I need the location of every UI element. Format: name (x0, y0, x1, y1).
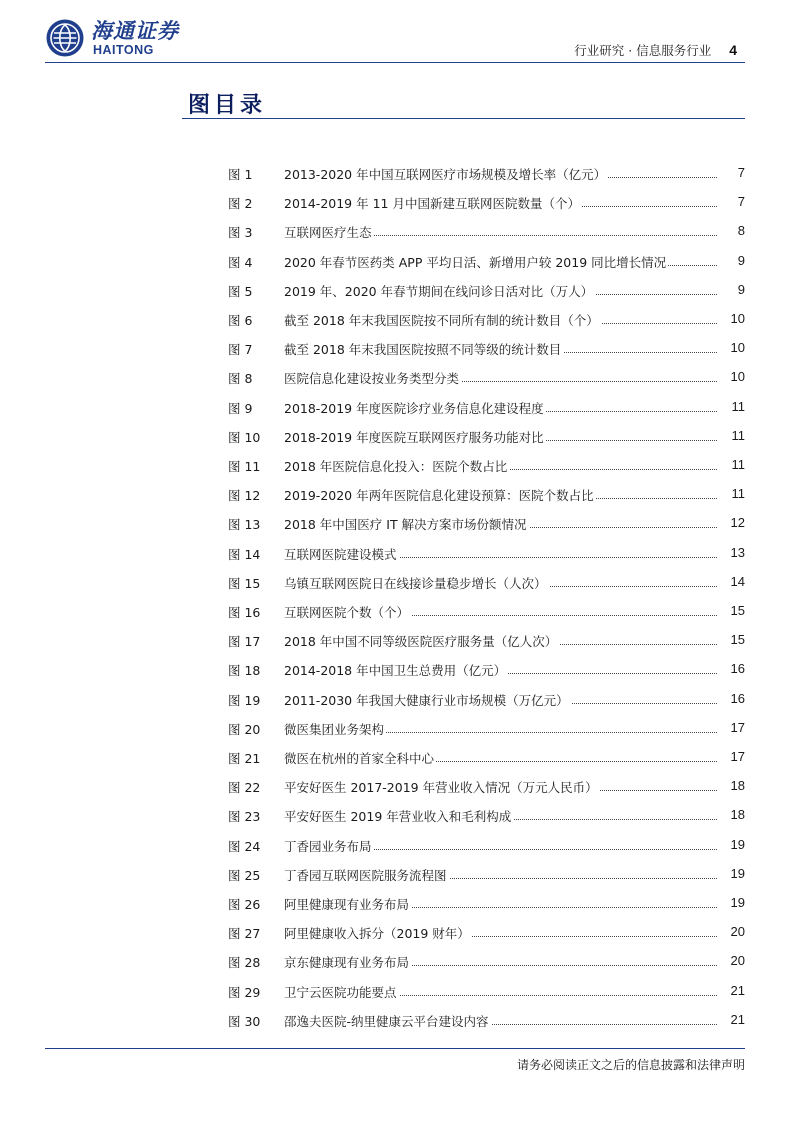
toc-entry[interactable] (228, 829, 745, 858)
toc-entry[interactable] (228, 887, 745, 916)
toc-entry-number: 图 5 (228, 283, 253, 299)
toc-entry-number: 图 14 (228, 546, 261, 562)
toc-entry-number: 图 25 (228, 867, 261, 883)
toc-entry-title: 微医集团业务架构 (284, 721, 385, 737)
toc-entry[interactable] (228, 391, 745, 420)
toc-entry[interactable] (228, 566, 745, 595)
toc-entry-page: 14 (730, 573, 745, 589)
toc-entry-title: 平安好医生 2019 年营业收入和毛利构成 (284, 809, 512, 825)
toc-entry-page: 20 (730, 924, 745, 940)
toc-entry-page: 18 (730, 778, 745, 794)
toc-entry-page: 10 (730, 340, 745, 356)
toc-entry-page: 21 (730, 1011, 745, 1027)
toc-entry-number: 图 15 (228, 575, 261, 591)
toc-entry-number: 图 28 (228, 955, 261, 971)
toc-entry-title: 阿里健康现有业务布局 (284, 897, 410, 912)
toc-entry-page: 17 (730, 719, 745, 735)
toc-entry-page: 16 (730, 661, 745, 677)
footer-divider (45, 1048, 745, 1049)
toc-entry-page: 11 (731, 457, 745, 472)
toc-entry-page: 20 (730, 953, 745, 969)
toc-entry[interactable] (228, 303, 745, 332)
toc-entry-title: 互联网医疗生态 (284, 225, 372, 241)
toc-entry[interactable] (228, 945, 745, 974)
toc-entry-page: 11 (731, 486, 745, 502)
toc-entry-title: 2018-2019 年度医院互联网医疗服务功能对比 (284, 429, 544, 445)
toc-entry-number: 图 26 (228, 897, 261, 912)
toc-entry-number: 图 23 (228, 809, 261, 825)
toc-entry-title: 平安好医生 2017-2019 年营业收入情况（万元人民币） (284, 780, 598, 796)
company-logo (45, 18, 179, 58)
toc-entry-page: 7 (737, 165, 745, 180)
toc-entry[interactable] (228, 157, 745, 186)
toc-entry[interactable] (228, 683, 745, 712)
toc-entry-number: 图 24 (228, 838, 261, 854)
toc-entry-title: 2018-2019 年度医院诊疗业务信息化建设程度 (284, 400, 544, 416)
toc-entry-title: 阿里健康收入拆分（2019 财年） (284, 926, 470, 942)
toc-entry-number: 图 1 (228, 167, 253, 182)
toc-entry[interactable] (228, 449, 745, 478)
toc-entry[interactable] (228, 799, 745, 828)
toc-entry-title: 邵逸夫医院-纳里健康云平台建设内容 (284, 1013, 489, 1029)
toc-entry-title: 微医在杭州的首家全科中心 (284, 751, 435, 766)
toc-entry-page: 10 (730, 311, 745, 326)
toc-entry-title: 2019-2020 年两年医院信息化建设预算：医院个数占比 (284, 488, 594, 504)
toc-entry-number: 图 8 (228, 371, 253, 387)
toc-entry-number: 图 27 (228, 926, 261, 942)
toc-entry-title: 2013-2020 年中国互联网医疗市场规模及增长率（亿元） (284, 167, 607, 182)
toc-entry[interactable] (228, 595, 745, 624)
toc-entry-number: 图 20 (228, 721, 261, 737)
toc-entry-number: 图 9 (228, 400, 253, 416)
toc-entry-page: 21 (730, 982, 745, 998)
logo-chinese-name: 海通证券 (91, 18, 179, 43)
toc-entry-page: 9 (737, 281, 745, 297)
toc-entry-title: 截至 2018 年末我国医院按不同所有制的统计数目（个） (284, 313, 599, 328)
toc-entry[interactable] (228, 770, 745, 799)
toc-entry-number: 图 3 (228, 225, 253, 241)
toc-entry-number: 图 12 (228, 488, 261, 504)
toc-entry-page: 10 (730, 369, 745, 385)
toc-entry-title: 2018 年中国医疗 IT 解决方案市场份额情况 (284, 517, 527, 533)
toc-entry-number: 图 4 (228, 254, 253, 270)
toc-entry-number: 图 10 (228, 429, 261, 445)
toc-entry-title: 截至 2018 年末我国医院按照不同等级的统计数目 (284, 342, 562, 358)
toc-entry-number: 图 22 (228, 780, 261, 796)
toc-entry-page: 17 (730, 749, 745, 764)
toc-entry-number: 图 21 (228, 751, 261, 766)
toc-entry-page: 9 (737, 252, 745, 268)
header-divider (45, 62, 745, 63)
toc-entry[interactable] (228, 858, 745, 887)
toc-entry[interactable] (228, 741, 745, 770)
toc-entry[interactable] (228, 975, 745, 1004)
toc-entry[interactable] (228, 420, 745, 449)
toc-entry[interactable] (228, 186, 745, 215)
toc-entry-page: 13 (730, 544, 745, 560)
toc-entry-page: 19 (730, 865, 745, 881)
toc-entry-title: 2019 年、2020 年春节期间在线问诊日活对比（万人） (284, 283, 594, 299)
toc-entry[interactable] (228, 537, 745, 566)
page-header-info (574, 41, 737, 59)
toc-entry-title: 丁香园互联网医院服务流程图 (284, 867, 447, 883)
toc-entry-page: 16 (730, 690, 745, 706)
toc-entry-number: 图 29 (228, 984, 261, 1000)
toc-entry[interactable] (228, 653, 745, 682)
toc-entry-page: 11 (731, 427, 745, 443)
title-divider (182, 118, 745, 119)
toc-entry-title: 2011-2030 年我国大健康行业市场规模（万亿元） (284, 692, 569, 708)
toc-entry-number: 图 19 (228, 692, 261, 708)
page-number: 4 (729, 42, 737, 58)
toc-entry-title: 乌镇互联网医院日在线接诊量稳步增长（人次） (284, 575, 547, 591)
toc-entry-title: 2020 年春节医药类 APP 平均日活、新增用户较 2019 同比增长情况 (284, 254, 667, 270)
haitong-logo-icon (45, 18, 85, 58)
section-label: 行业研究 · 信息服务行业 (574, 43, 712, 58)
toc-entry-title: 2014-2018 年中国卫生总费用（亿元） (284, 663, 507, 679)
toc-entry[interactable] (228, 274, 745, 303)
toc-entry-number: 图 11 (228, 459, 261, 474)
toc-entry-page: 7 (737, 194, 745, 210)
toc-entry[interactable] (228, 332, 745, 361)
toc-entry-number: 图 7 (228, 342, 253, 358)
toc-entry-page: 15 (730, 603, 745, 618)
toc-entry[interactable] (228, 1004, 745, 1033)
toc-entry[interactable] (228, 712, 745, 741)
toc-entry-page: 19 (730, 836, 745, 852)
toc-entry-page: 11 (731, 398, 745, 414)
toc-entry-title: 丁香园业务布局 (284, 838, 372, 854)
logo-english-name: HAITONG (93, 43, 154, 57)
toc-entry-page: 8 (737, 223, 745, 239)
toc-entry-number: 图 6 (228, 313, 253, 328)
toc-entry-number: 图 16 (228, 605, 261, 620)
toc-entry-title: 医院信息化建设按业务类型分类 (284, 371, 460, 387)
footer-disclaimer: 请务必阅读正文之后的信息披露和法律声明 (516, 1058, 745, 1072)
toc-entry-number: 图 2 (228, 196, 253, 212)
toc-entry[interactable] (228, 215, 745, 244)
toc-entry-title: 京东健康现有业务布局 (284, 955, 410, 971)
toc-entry[interactable] (228, 507, 745, 536)
toc-entry-title: 互联网医院建设模式 (284, 546, 397, 562)
toc-entry-number: 图 30 (228, 1013, 261, 1029)
toc-entry-number: 图 17 (228, 634, 261, 650)
toc-entry-title: 2018 年中国不同等级医院医疗服务量（亿人次） (284, 634, 558, 650)
toc-entry[interactable] (228, 361, 745, 390)
toc-entry[interactable] (228, 245, 745, 274)
toc-entry-number: 图 18 (228, 663, 261, 679)
toc-entry-page: 18 (730, 807, 745, 823)
toc-entry-page: 12 (730, 515, 745, 531)
toc-entry[interactable] (228, 916, 745, 945)
toc-entry-title: 卫宁云医院功能要点 (284, 984, 397, 1000)
toc-entry-number: 图 13 (228, 517, 261, 533)
toc-entry-title: 2018 年医院信息化投入：医院个数占比 (284, 459, 508, 474)
page-title: 图目录 (188, 93, 267, 118)
toc-entry[interactable] (228, 624, 745, 653)
toc-entry-page: 15 (730, 632, 745, 648)
toc-entry-title: 2014-2019 年 11 月中国新建互联网医院数量（个） (284, 196, 580, 212)
toc-entry-title: 互联网医院个数（个） (284, 605, 410, 620)
toc-entry-page: 19 (730, 895, 745, 910)
toc-entry[interactable] (228, 478, 745, 507)
